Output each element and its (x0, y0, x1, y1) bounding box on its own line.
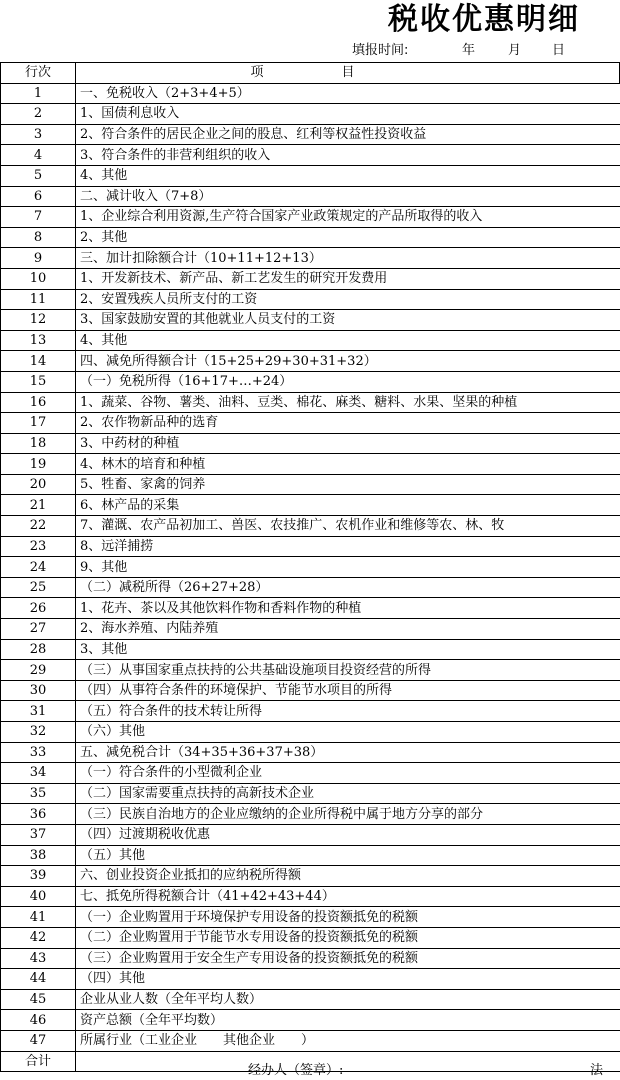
header-row-number: 行次 (1, 63, 76, 84)
row-number: 19 (1, 454, 76, 475)
row-number: 23 (1, 536, 76, 557)
table-row (1, 763, 620, 784)
row-item-text: （四）其他 (76, 969, 620, 990)
row-number: 41 (1, 907, 76, 928)
row-number: 7 (1, 207, 76, 228)
row-item-text: （六）其他 (76, 722, 620, 743)
row-item-text: 4、其他 (76, 165, 620, 186)
signature-footer (0, 1062, 604, 1080)
table-row (1, 227, 620, 248)
row-item-text: 8、远洋捕捞 (76, 536, 620, 557)
table-row (1, 413, 620, 434)
row-item-text: 3、符合条件的非营利组织的收入 (76, 145, 620, 166)
row-number: 40 (1, 886, 76, 907)
table-row (1, 557, 620, 578)
row-item-text: 所属行业（工业企业 其他企业 ） (76, 1030, 620, 1051)
row-item-text: （一）企业购置用于环境保护专用设备的投资额抵免的税额 (76, 907, 620, 928)
table-row (1, 598, 620, 619)
fill-day-label: 日 (552, 43, 566, 58)
row-item-text: 六、创业投资企业抵扣的应纳税所得额 (76, 866, 620, 887)
table-row (1, 186, 620, 207)
table-row (1, 845, 620, 866)
table-row (1, 577, 620, 598)
row-item-text: （二）企业购置用于节能节水专用设备的投资额抵免的税额 (76, 927, 620, 948)
row-item-text: 7、灌溉、农产品初加工、兽医、农技推广、农机作业和维修等农、林、牧 (76, 516, 620, 537)
table-row (1, 474, 620, 495)
table-row (1, 680, 620, 701)
row-item-text: 5、牲畜、家禽的饲养 (76, 474, 620, 495)
row-item-text: 三、加计扣除额合计（10+11+12+13） (76, 248, 620, 269)
table-row (1, 742, 620, 763)
row-item-text: 资产总额（全年平均数） (76, 1010, 620, 1031)
row-number: 2 (1, 104, 76, 125)
row-number: 15 (1, 371, 76, 392)
table-row (1, 886, 620, 907)
row-item-text: （二）减税所得（26+27+28） (76, 577, 620, 598)
row-number: 36 (1, 804, 76, 825)
row-number: 29 (1, 660, 76, 681)
table-row (1, 83, 620, 104)
table-row (1, 248, 620, 269)
table-row (1, 969, 620, 990)
row-number: 16 (1, 392, 76, 413)
row-number: 38 (1, 845, 76, 866)
table-header-row (1, 63, 620, 84)
tax-benefit-table (0, 62, 620, 1072)
row-number: 20 (1, 474, 76, 495)
row-item-text: 2、农作物新品种的选育 (76, 413, 620, 434)
row-number: 6 (1, 186, 76, 207)
agent-signature-label: 经办人（签章）: (248, 1063, 344, 1078)
row-item-text: 一、免税收入（2+3+4+5） (76, 83, 620, 104)
row-number: 1 (1, 83, 76, 104)
table-row (1, 392, 620, 413)
row-item-text: （一）免税所得（16+17+…+24） (76, 371, 620, 392)
page-title: 税收优惠明细 (388, 2, 580, 37)
row-item-text: 3、国家鼓励安置的其他就业人员支付的工资 (76, 310, 620, 331)
table-row (1, 536, 620, 557)
row-item-text: （一）符合条件的小型微利企业 (76, 763, 620, 784)
fill-year-label: 年 (462, 43, 476, 58)
row-number: 45 (1, 989, 76, 1010)
row-number: 28 (1, 639, 76, 660)
table-row (1, 989, 620, 1010)
table-row (1, 948, 620, 969)
row-item-text: 4、其他 (76, 330, 620, 351)
table-row (1, 104, 620, 125)
row-number: 3 (1, 124, 76, 145)
row-number: 25 (1, 577, 76, 598)
row-number: 30 (1, 680, 76, 701)
row-item-text: （二）国家需要重点扶持的高新技术企业 (76, 783, 620, 804)
row-number: 39 (1, 866, 76, 887)
table-row (1, 165, 620, 186)
row-number: 47 (1, 1030, 76, 1051)
row-number: 12 (1, 310, 76, 331)
table-row (1, 619, 620, 640)
row-item-text: 2、海水养殖、内陆养殖 (76, 619, 620, 640)
table-row (1, 639, 620, 660)
table-row (1, 371, 620, 392)
row-item-text: 1、国债利息收入 (76, 104, 620, 125)
row-item-text: 3、中药材的种植 (76, 433, 620, 454)
row-item-text: 二、减计收入（7+8） (76, 186, 620, 207)
table-row (1, 1010, 620, 1031)
row-item-text: （五）其他 (76, 845, 620, 866)
fill-date-label: 填报时间: (352, 43, 409, 58)
row-item-text: 1、开发新技术、新产品、新工艺发生的研究开发费用 (76, 268, 620, 289)
fill-date-row (0, 40, 600, 62)
row-item-text: 1、蔬菜、谷物、薯类、油料、豆类、棉花、麻类、糖料、水果、坚果的种植 (76, 392, 620, 413)
row-item-text: 2、符合条件的居民企业之间的股息、红利等权益性投资收益 (76, 124, 620, 145)
row-number: 8 (1, 227, 76, 248)
table-row (1, 1030, 620, 1051)
row-number: 11 (1, 289, 76, 310)
row-item-text: 2、安置残疾人员所支付的工资 (76, 289, 620, 310)
row-number: 42 (1, 927, 76, 948)
row-item-text: 3、其他 (76, 639, 620, 660)
row-item-text: 9、其他 (76, 557, 620, 578)
row-number: 4 (1, 145, 76, 166)
row-item-text: （四）过渡期税收优惠 (76, 824, 620, 845)
row-number: 14 (1, 351, 76, 372)
row-number: 46 (1, 1010, 76, 1031)
row-number: 9 (1, 248, 76, 269)
row-number: 32 (1, 722, 76, 743)
row-number: 33 (1, 742, 76, 763)
row-number: 24 (1, 557, 76, 578)
row-item-text: 4、林木的培育和种植 (76, 454, 620, 475)
row-number: 27 (1, 619, 76, 640)
table-row (1, 330, 620, 351)
row-number: 21 (1, 495, 76, 516)
header-item: 项 目 (76, 63, 620, 84)
row-number: 43 (1, 948, 76, 969)
row-item-text: （三）企业购置用于安全生产专用设备的投资额抵免的税额 (76, 948, 620, 969)
row-item-text: 四、减免所得额合计（15+25+29+30+31+32） (76, 351, 620, 372)
row-number: 13 (1, 330, 76, 351)
table-row (1, 454, 620, 475)
table-row (1, 516, 620, 537)
row-number: 17 (1, 413, 76, 434)
table-row (1, 124, 620, 145)
row-item-text: 七、抵免所得税额合计（41+42+43+44） (76, 886, 620, 907)
table-row (1, 927, 620, 948)
row-item-text: 2、其他 (76, 227, 620, 248)
table-row (1, 722, 620, 743)
row-number: 44 (1, 969, 76, 990)
row-item-text: 1、企业综合利用资源,生产符合国家产业政策规定的产品所取得的收入 (76, 207, 620, 228)
row-number: 35 (1, 783, 76, 804)
table-row (1, 145, 620, 166)
table-row (1, 824, 620, 845)
table-row (1, 495, 620, 516)
fill-month-label: 月 (508, 43, 522, 58)
row-number: 22 (1, 516, 76, 537)
table-row (1, 783, 620, 804)
row-item-text: （五）符合条件的技术转让所得 (76, 701, 620, 722)
row-number: 5 (1, 165, 76, 186)
table-row (1, 804, 620, 825)
row-item-text: （四）从事符合条件的环境保护、节能节水项目的所得 (76, 680, 620, 701)
row-number: 31 (1, 701, 76, 722)
table-row (1, 866, 620, 887)
row-item-text: 五、减免税合计（34+35+36+37+38） (76, 742, 620, 763)
table-row (1, 268, 620, 289)
table-row (1, 907, 620, 928)
table-row (1, 351, 620, 372)
row-item-text: 6、林产品的采集 (76, 495, 620, 516)
row-number: 10 (1, 268, 76, 289)
table-row (1, 289, 620, 310)
table-row (1, 701, 620, 722)
row-item-text: （三）从事国家重点扶持的公共基础设施项目投资经营的所得 (76, 660, 620, 681)
table-row (1, 310, 620, 331)
table-row (1, 660, 620, 681)
table-row (1, 207, 620, 228)
row-number: 37 (1, 824, 76, 845)
row-item-text: （三）民族自治地方的企业应缴纳的企业所得税中属于地方分享的部分 (76, 804, 620, 825)
row-number: 合计 (1, 1051, 76, 1072)
row-number: 34 (1, 763, 76, 784)
row-number: 18 (1, 433, 76, 454)
row-number: 26 (1, 598, 76, 619)
row-item-text: 1、花卉、茶以及其他饮料作物和香料作物的种植 (76, 598, 620, 619)
legal-rep-label: 法 (590, 1063, 604, 1078)
table-row (1, 433, 620, 454)
row-item-text: 企业从业人数（全年平均人数） (76, 989, 620, 1010)
